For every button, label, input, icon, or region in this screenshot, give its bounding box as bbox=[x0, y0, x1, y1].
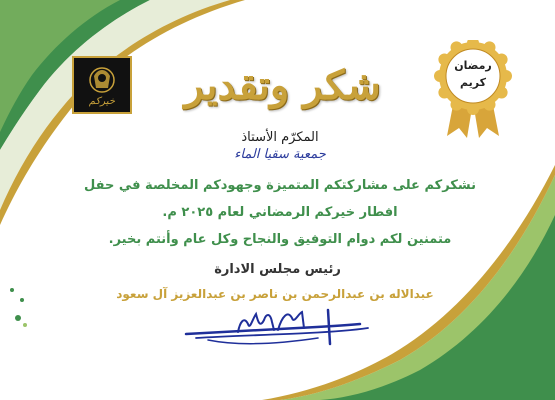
board-chairman-title: رئيس مجلس الادارة bbox=[214, 262, 341, 277]
logo-emblem-icon bbox=[74, 58, 130, 112]
ramadan-kareem-badge bbox=[433, 40, 513, 140]
body-line-1: نشكركم على مشاركتكم المتميزة وجهودكم المخلصة في حفل bbox=[84, 178, 476, 193]
badge-line-kareem: كريم bbox=[460, 76, 486, 89]
organization-logo bbox=[72, 56, 132, 114]
handwritten-signature bbox=[178, 302, 378, 352]
svg-text:خيركم: خيركم bbox=[88, 96, 116, 107]
honoree-label: المكرّم الأستاذ bbox=[241, 130, 319, 145]
body-line-2: افطار خيركم الرمضاني لعام ٢٠٢٥ م. bbox=[162, 205, 398, 220]
chairman-name: عبدالاله بن عبدالرحمن بن ناصر بن عبدالعزيز آل سعود bbox=[116, 287, 434, 301]
recipient-name: جمعية سقيا الماء bbox=[234, 147, 326, 162]
certificate-title: شكر وتقدير bbox=[184, 62, 381, 109]
body-line-3: متمنين لكم دوام التوفيق والنجاح وكل عام وأنتم بخير. bbox=[108, 232, 452, 247]
badge-line-ramadan: رمضان bbox=[454, 59, 492, 72]
